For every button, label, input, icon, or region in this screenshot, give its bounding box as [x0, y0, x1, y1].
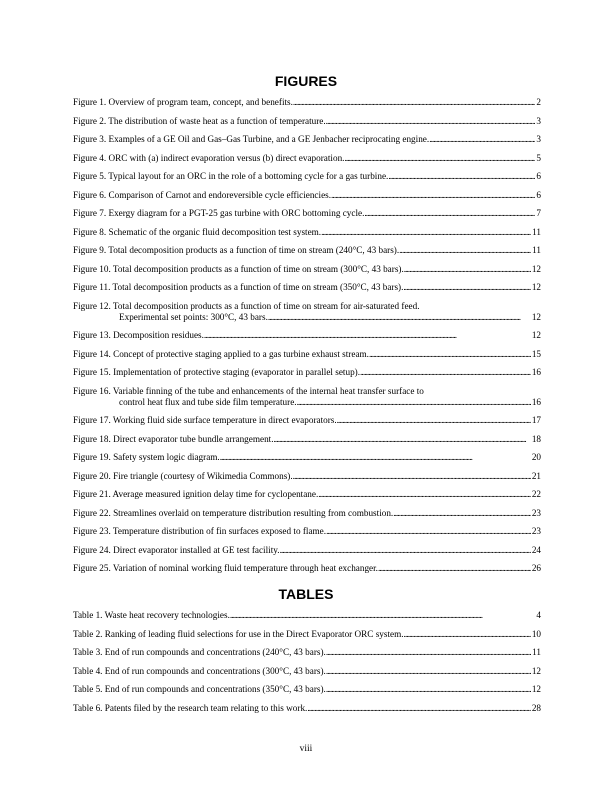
toc-entry-line	[73, 629, 541, 640]
figure-list-item[interactable]	[73, 489, 541, 500]
figure-list-item[interactable]	[73, 245, 541, 256]
toc-entry-page-number: 7	[536, 208, 541, 218]
toc-entry-page-number: 15	[531, 348, 541, 359]
dot-leader	[393, 508, 531, 519]
toc-entry-line	[73, 282, 541, 293]
toc-entry-title: Figure 14. Concept of protective staging applied to a gas turbine exhaust stream.	[73, 348, 369, 359]
figure-list-item[interactable]	[73, 227, 541, 238]
toc-entry-page-number: 23	[531, 507, 541, 518]
toc-entry-page-number: 12	[531, 263, 541, 274]
toc-entry-line	[73, 264, 541, 275]
table-list-item[interactable]	[73, 629, 541, 640]
toc-entry-page-number: 3	[536, 115, 541, 126]
toc-entry-title: Figure 17. Working fluid side surface temperature in direct evaporators.	[73, 415, 337, 425]
figure-list-item[interactable]	[73, 545, 541, 556]
toc-entry-page-number: 28	[531, 702, 541, 713]
toc-entry-title: Figure 6. Comparison of Carnot and endoreversible cycle efficiencies.	[73, 189, 332, 200]
toc-entry-title: Figure 22. Streamlines overlaid on temperature distribution resulting from combustion.	[73, 507, 394, 518]
figures-list	[73, 97, 541, 582]
figure-list-item[interactable]	[73, 190, 541, 201]
toc-entry-line	[73, 610, 541, 621]
figure-list-item[interactable]	[73, 171, 541, 182]
toc-entry-line	[73, 703, 541, 714]
figure-list-item[interactable]	[73, 97, 541, 108]
toc-entry-title: Figure 3. Examples of a GE Oil and Gas–Gas Turbine, and a GE Jenbacher reciprocating engine.	[73, 134, 430, 144]
toc-entry-title: Figure 15. Implementation of protective staging (evaporator in parallel setup).	[73, 367, 361, 377]
dot-leader	[326, 526, 531, 537]
toc-entry-title: Figure 2. The distribution of waste heat as a function of temperature.	[73, 115, 326, 126]
table-list-item[interactable]	[73, 684, 541, 695]
dot-leader	[344, 153, 535, 164]
toc-entry-line	[73, 563, 541, 574]
dot-leader	[307, 703, 530, 714]
toc-entry-line	[73, 666, 541, 677]
toc-entry-page-number: 2	[536, 97, 541, 107]
toc-entry-page-number: 17	[531, 415, 541, 425]
toc-entry-page-number: 11	[532, 245, 541, 255]
toc-entry-line	[73, 330, 541, 341]
toc-entry-line	[73, 97, 541, 108]
dot-leader	[337, 415, 531, 426]
toc-entry-title: Figure 5. Typical layout for an ORC in the role of a bottoming cycle for a gas turbine.	[73, 171, 389, 181]
figure-list-item[interactable]	[73, 330, 541, 341]
toc-entry-page-number: 10	[531, 628, 541, 639]
toc-entry-line	[73, 349, 541, 360]
dot-leader	[318, 489, 531, 500]
toc-entry-line	[73, 171, 541, 182]
toc-entry-line	[73, 208, 541, 219]
figure-list-item[interactable]	[73, 415, 541, 426]
toc-entry-page-number: 6	[536, 189, 541, 200]
toc-entry-title: Figure 1. Overview of program team, concept, and benefits.	[73, 97, 293, 107]
figure-list-item[interactable]	[73, 349, 541, 360]
dot-leader	[326, 684, 531, 695]
toc-entry-page-number: 4	[536, 610, 541, 620]
toc-entry-title: Table 1. Waste heat recovery technologies.	[73, 610, 230, 620]
dot-leader	[429, 134, 535, 145]
toc-entry-page-number: 11	[532, 647, 541, 657]
figure-list-item[interactable]	[73, 367, 541, 378]
figure-list-item[interactable]	[73, 471, 541, 482]
toc-entry-title: Figure 16. Variable finning of the tube and enhancements of the internal heat transfer surface to	[73, 385, 424, 396]
figure-list-item[interactable]	[73, 526, 541, 537]
toc-entry-title: Figure 7. Exergy diagram for a PGT-25 gas turbine with ORC bottoming cycle.	[73, 208, 365, 218]
toc-entry-title: Figure 13. Decomposition residues.	[73, 330, 204, 340]
toc-entry-page-number: 16	[531, 396, 541, 407]
toc-entry-title-continued: Experimental set points: 300°C, 43 bars.	[119, 311, 268, 322]
toc-entry-title: Figure 12. Total decomposition products as a function of time on stream for air-saturated feed.	[73, 300, 420, 311]
dot-leader	[326, 647, 531, 658]
toc-entry-title: Figure 8. Schematic of the organic fluid decomposition test system.	[73, 226, 322, 237]
toc-entry-title: Figure 4. ORC with (a) indirect evaporation versus (b) direct evaporation.	[73, 152, 345, 163]
dot-leader	[321, 227, 531, 238]
dot-leader	[293, 471, 531, 482]
toc-entry-line	[73, 471, 541, 482]
toc-entry-page-number: 12	[531, 330, 541, 340]
toc-entry-title: Figure 9. Total decomposition products as a function of time on stream (240°C, 43 bars).	[73, 245, 400, 255]
dot-leader	[274, 434, 531, 445]
toc-entry-title: Table 4. End of run compounds and concentrations (300°C, 43 bars).	[73, 665, 326, 676]
figure-list-item[interactable]	[73, 563, 541, 574]
toc-entry-line	[73, 415, 541, 426]
toc-entry-line	[73, 452, 541, 463]
figure-list-item[interactable]	[73, 282, 541, 293]
toc-entry-line	[73, 153, 541, 164]
tables-list	[73, 610, 541, 721]
toc-entry-page-number: 23	[531, 526, 541, 536]
figure-list-item[interactable]	[73, 264, 541, 275]
figure-list-item[interactable]	[73, 301, 541, 323]
dot-leader	[268, 312, 531, 323]
dot-leader	[280, 545, 531, 556]
dot-leader	[404, 264, 531, 275]
toc-entry-title: Table 6. Patents filed by the research team relating to this work.	[73, 702, 308, 713]
table-list-item[interactable]	[73, 610, 541, 621]
dot-leader	[369, 349, 531, 360]
figure-list-item[interactable]	[73, 116, 541, 127]
dot-leader	[378, 563, 531, 574]
toc-entry-page-number: 24	[531, 544, 541, 555]
toc-entry-line	[73, 245, 541, 256]
figure-list-item[interactable]	[73, 508, 541, 519]
toc-entry-line	[73, 684, 541, 695]
dot-leader	[404, 629, 531, 640]
toc-entry-page-number: 12	[531, 684, 541, 694]
toc-entry-title: Table 3. End of run compounds and concentrations (240°C, 43 bars).	[73, 647, 326, 657]
toc-entry-title: Figure 20. Fire triangle (courtesy of Wikimedia Commons).	[73, 470, 293, 481]
figure-list-item[interactable]	[73, 153, 541, 164]
toc-entry-page-number: 3	[536, 134, 541, 144]
dot-leader	[364, 208, 535, 219]
dot-leader	[297, 397, 531, 408]
figure-list-item[interactable]	[73, 452, 541, 463]
figure-list-item[interactable]	[73, 434, 541, 445]
page-number: viii	[299, 744, 313, 754]
toc-entry-line	[73, 526, 541, 537]
toc-entry-line	[73, 367, 541, 378]
toc-entry-line	[73, 647, 541, 658]
toc-entry-title: Figure 24. Direct evaporator installed at GE test facility.	[73, 544, 280, 555]
toc-entry-page-number: 22	[531, 489, 541, 499]
toc-entry-title: Figure 23. Temperature distribution of fin surfaces exposed to flame.	[73, 526, 327, 536]
toc-entry-title: Figure 25. Variation of nominal working fluid temperature through heat exchanger.	[73, 563, 378, 573]
table-list-item[interactable]	[73, 666, 541, 677]
toc-entry-page-number: 5	[536, 152, 541, 163]
dot-leader	[293, 97, 535, 108]
tables-heading: TABLES	[278, 586, 334, 602]
table-list-item[interactable]	[73, 703, 541, 714]
toc-entry-line	[73, 312, 541, 323]
dot-leader	[399, 245, 531, 256]
toc-entry-page-number: 26	[531, 563, 541, 573]
figure-list-item[interactable]	[73, 134, 541, 145]
dot-leader	[326, 116, 536, 127]
toc-entry-page-number: 21	[531, 470, 541, 481]
toc-entry-title: Figure 21. Average measured ignition delay time for cyclopentane.	[73, 489, 319, 499]
toc-entry-line	[73, 190, 541, 201]
dot-leader	[220, 452, 531, 463]
figures-heading: FIGURES	[274, 73, 338, 89]
dot-leader	[230, 610, 536, 621]
toc-entry-line	[73, 545, 541, 556]
toc-entry-line	[73, 489, 541, 500]
figure-list-item[interactable]	[73, 386, 541, 408]
toc-entry-page-number: 16	[531, 367, 541, 377]
toc-entry-page-number: 6	[536, 171, 541, 181]
toc-entry-line	[73, 227, 541, 238]
toc-entry-line	[73, 134, 541, 145]
toc-entry-line	[73, 434, 541, 445]
toc-entry-page-number: 18	[531, 433, 541, 444]
toc-entry-page-number: 12	[531, 665, 541, 676]
toc-entry-line	[73, 397, 541, 408]
toc-entry-page-number: 11	[532, 226, 541, 237]
dot-leader	[204, 330, 531, 341]
dot-leader	[331, 190, 535, 201]
dot-leader	[403, 282, 530, 293]
toc-entry-page-number: 12	[531, 311, 541, 322]
toc-entry-page-number: 20	[531, 452, 541, 462]
toc-entry-title-continued: control heat flux and tube side film temperature.	[119, 396, 297, 407]
toc-entry-title: Figure 18. Direct evaporator tube bundle arrangement.	[73, 433, 274, 444]
toc-entry-title: Figure 10. Total decomposition products as a function of time on stream (300°C, 43 bars).	[73, 263, 404, 274]
toc-entry-title: Table 5. End of run compounds and concentrations (350°C, 43 bars).	[73, 684, 326, 694]
toc-entry-title: Figure 11. Total decomposition products as a function of time on stream (350°C, 43 bars).	[73, 282, 404, 292]
table-list-item[interactable]	[73, 647, 541, 658]
toc-entry-line	[73, 116, 541, 127]
toc-entry-line	[73, 508, 541, 519]
figure-list-item[interactable]	[73, 208, 541, 219]
toc-entry-title: Table 2. Ranking of leading fluid selections for use in the Direct Evaporator ORC system.	[73, 628, 404, 639]
dot-leader	[360, 367, 531, 378]
dot-leader	[326, 666, 531, 677]
toc-entry-page-number: 12	[531, 282, 541, 292]
dot-leader	[388, 171, 535, 182]
toc-entry-title: Figure 19. Safety system logic diagram.	[73, 452, 220, 462]
